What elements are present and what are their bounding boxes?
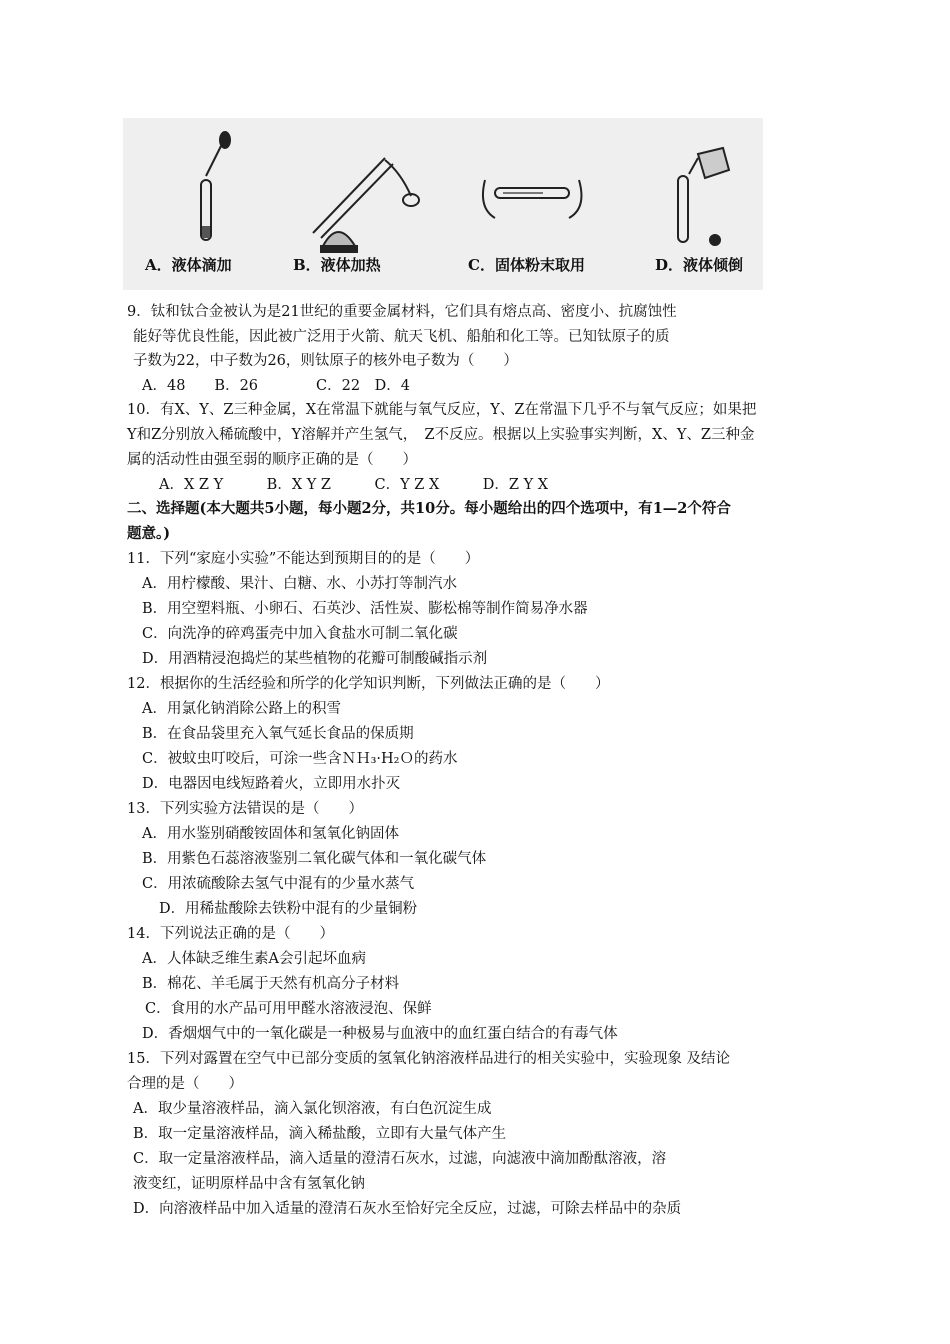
q9-line-2: 能好等优良性能，因此被广泛用于火箭、航天飞机、船舶和化工等。已知钛原子的质 — [133, 329, 670, 345]
q12-option-b: B．在食品袋里充入氧气延长食品的保质期 — [142, 726, 414, 742]
heating-liquid-drawing — [313, 158, 419, 252]
q13-option-a: A．用水鉴别硝酸铵固体和氢氧化钠固体 — [142, 826, 399, 842]
test-tube-d — [678, 176, 688, 242]
q14-stem: 14．下列说法正确的是（ ） — [127, 926, 334, 942]
hand-c-left — [483, 180, 495, 218]
q15-stem-2: 合理的是（ ） — [127, 1076, 243, 1092]
caption-d: D．液体倾倒 — [655, 256, 744, 274]
q15-option-c-1: C．取一定量溶液样品，滴入适量的澄清石灰水，过滤，向滤液中滴加酚酞溶液，溶 — [133, 1151, 667, 1167]
q9-line-3: 子数为22，中子数为26，则钛原子的核外电子数为（ ） — [133, 353, 518, 369]
q15-option-c-2: 液变红，证明原样品中含有氢氧化钠 — [133, 1176, 365, 1192]
q12-option-a: A．用氯化钠消除公路上的积雪 — [142, 701, 341, 717]
q10-line-1: 10．有X、Y、Z三种金属，X在常温下就能与氧气反应，Y、Z在常温下几乎不与氧气反应；如果把 — [127, 402, 757, 418]
experiment-figure — [123, 118, 763, 290]
q13-option-b: B．用紫色石蕊溶液鉴别二氧化碳气体和一氧化碳气体 — [142, 851, 487, 867]
hand-b — [385, 160, 411, 196]
q9-line-1: 9．钛和钛合金被认为是21世纪的重要金属材料，它们具有熔点高、密度小、抗腐蚀性 — [127, 304, 677, 320]
caption-a: A．液体滴加 — [145, 256, 232, 274]
q13-stem: 13．下列实验方法错误的是（ ） — [127, 801, 363, 817]
alcohol-lamp — [323, 232, 355, 246]
test-tube-b — [313, 158, 385, 233]
caption-b: B．液体加热 — [293, 256, 381, 274]
q15-option-d: D．向溶液样品中加入适量的澄清石灰水至恰好完全反应，过滤，可除去样品中的杂质 — [133, 1201, 682, 1217]
q14-option-c: C．食用的水产品可用甲醛水溶液浸泡、保鲜 — [145, 1001, 432, 1017]
q10-options: A．X Z Y B．X Y Z C．Y Z X D．Z Y X — [159, 477, 549, 493]
q13-option-c: C．用浓硫酸除去氢气中混有的少量水蒸气 — [142, 876, 415, 892]
q11-option-a: A．用柠檬酸、果汁、白糖、水、小苏打等制汽水 — [142, 576, 457, 592]
q14-option-a: A．人体缺乏维生素A会引起坏血病 — [142, 951, 366, 967]
q13-option-d: D．用稀盐酸除去铁粉中混有的少量铜粉 — [159, 901, 418, 917]
caption-c: C．固体粉末取用 — [468, 256, 585, 274]
dropper-stem — [206, 146, 221, 176]
q11-option-d: D．用酒精浸泡捣烂的某些植物的花瓣可制酸碱指示剂 — [142, 651, 488, 667]
q9-options: A．48 B．26 C．22 D．4 — [142, 378, 410, 394]
stopper — [710, 235, 720, 245]
hand-c-right — [569, 180, 581, 218]
q15-option-b: B．取一定量溶液样品，滴入稀盐酸，立即有大量气体产生 — [133, 1126, 507, 1142]
q14-option-d: D．香烟烟气中的一氧化碳是一种极易与血液中的血红蛋白结合的有毒气体 — [142, 1026, 618, 1042]
powder-drawing — [483, 180, 582, 218]
dropper-bulb — [220, 132, 230, 148]
q12-stem: 12．根据你的生活经验和所学的化学知识判断，下列做法正确的是（ ） — [127, 676, 610, 692]
q12-option-c: C．被蚊虫叮咬后，可涂一些含ＮＨ₃·H₂Ｏ的药水 — [142, 751, 458, 767]
reagent-bottle — [698, 148, 729, 178]
q11-option-c: C．向洗净的碎鸡蛋壳中加入食盐水可制二氧化碳 — [142, 626, 458, 642]
q12-option-d: D．电器因电线短路着火，立即用水扑灭 — [142, 776, 401, 792]
section-2-heading: 二、选择题(本大题共5小题，每小题2分，共10分。每小题给出的四个选项中，有1—2个符合 — [127, 500, 731, 517]
q10-line-3: 属的活动性由强至弱的顺序正确的是（ ） — [127, 452, 417, 468]
section-2-heading-cont: 题意。) — [127, 525, 171, 542]
dropper-test-tube-drawing — [201, 132, 230, 240]
q11-option-b: B．用空塑料瓶、小卵石、石英沙、活性炭、膨松棉等制作简易净水器 — [142, 601, 588, 617]
q10-line-2: Y和Z分别放入稀硫酸中，Y溶解并产生氢气， Z不反应。根据以上实验事实判断，X、Y、Z三种金 — [127, 427, 755, 443]
q15-stem-1: 15．下列对露置在空气中已部分变质的氢氧化钠溶液样品进行的相关实验中，实验现象 及结论 — [127, 1051, 731, 1067]
q11-stem: 11．下列“家庭小实验”不能达到预期目的的是（ ） — [127, 551, 480, 567]
q15-option-a: A．取少量溶液样品，滴入氯化钡溶液，有白色沉淀生成 — [133, 1101, 492, 1117]
pouring-liquid-drawing — [678, 148, 729, 245]
q14-option-b: B．棉花、羊毛属于天然有机高分子材料 — [142, 976, 400, 992]
